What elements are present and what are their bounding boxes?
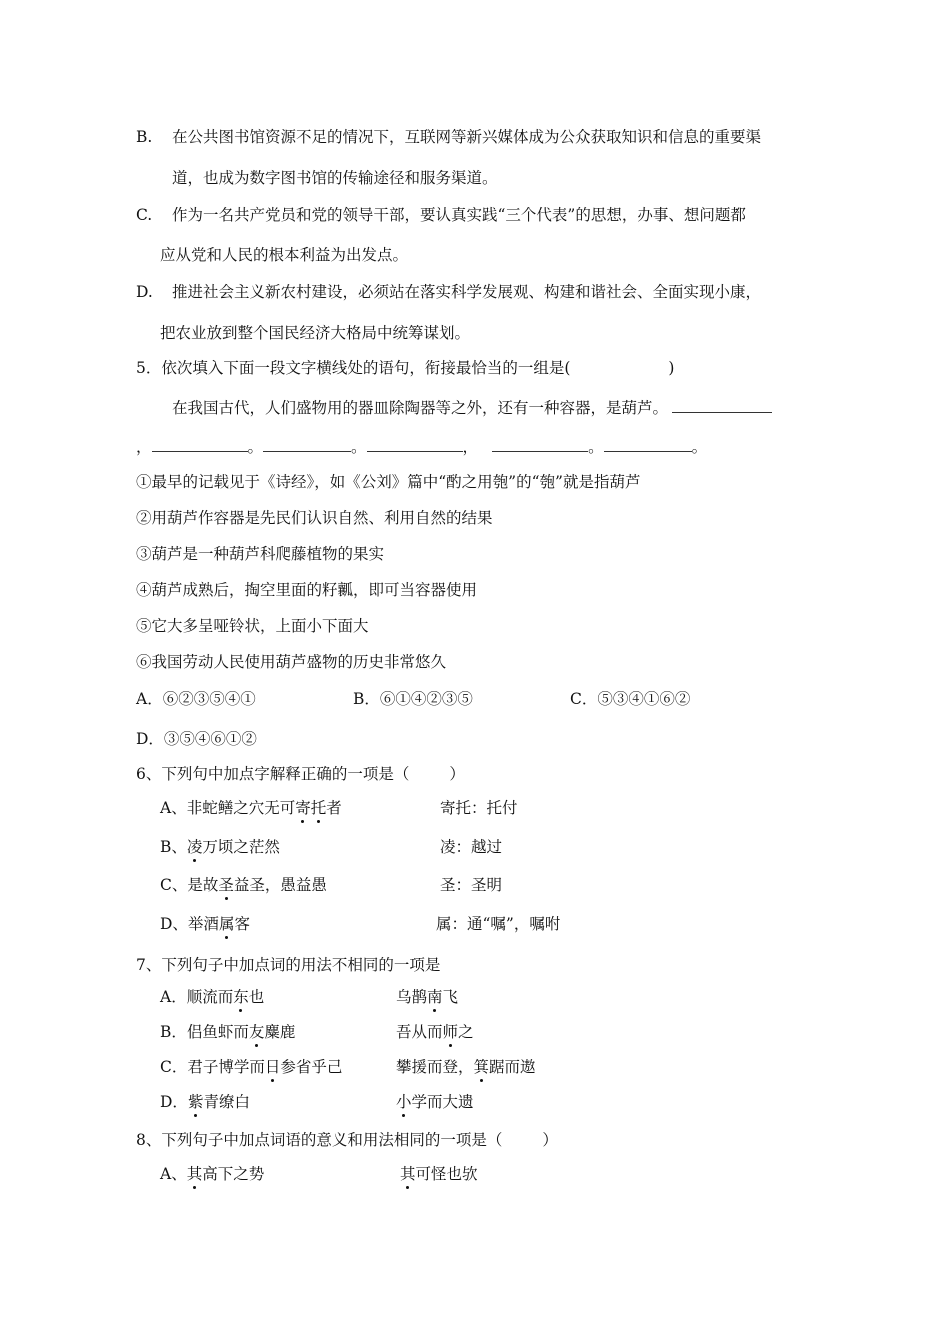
q7-b-text-post: 麋鹿 — [264, 1023, 296, 1041]
q7-c-dotted: 日 — [264, 1058, 281, 1076]
q5-option-d: D．③⑤④⑥①② — [136, 730, 257, 748]
q4-option-d-line2: 把农业放到整个国民经济大格局中统筹谋划。 — [160, 324, 471, 342]
q5-punct-4: ， — [462, 438, 479, 456]
q5-blank-4[interactable] — [367, 437, 463, 452]
q4-option-d-line1: 推进社会主义新农村建设，必须站在落实科学发展观、构建和谐社会、全面实现小康， — [172, 283, 762, 301]
q8-a-text-post: 高下之势 — [202, 1165, 265, 1183]
q5-option-b: B．⑥①④②③⑤ — [353, 690, 473, 708]
q6-d-dotted: 属 — [218, 915, 235, 933]
q4-option-c-line2: 应从党和人民的根本利益为出发点。 — [160, 246, 409, 264]
q7-d-text-post: 青缭白 — [203, 1093, 250, 1111]
q5-stem-close: ) — [668, 359, 675, 377]
q6-b-explanation: 凌：越过 — [440, 838, 503, 856]
q7-a-right-dotted: 南 — [427, 988, 443, 1006]
q8-a-right — [400, 1163, 478, 1185]
q8-a-right-post: 可怪也欤 — [415, 1165, 478, 1183]
q5-option-c: C．⑤③④①⑥② — [570, 690, 691, 708]
q8-stem — [136, 1129, 558, 1151]
q6-c-text: C、是故 — [160, 876, 219, 894]
q5-stem-text: 5．依次填入下面一段文字横线处的语句，衔接最恰当的一组是( — [136, 359, 571, 377]
q7-b-right — [396, 1021, 474, 1043]
q5-passage-text: 在我国古代，人们盛物用的器皿除陶器等之外，还有一种容器，是葫芦。 — [172, 399, 669, 417]
q6-c-text-post: 益圣，愚益愚 — [233, 876, 327, 894]
q6-option-c — [160, 874, 327, 896]
q6-c-dotted: 圣 — [218, 876, 234, 894]
q5-item-2: ②用葫芦作容器是先民们认识自然、利用自然的结果 — [136, 509, 493, 527]
q4-option-c-label: C. — [136, 206, 153, 224]
q7-b-dotted: 友 — [248, 1023, 265, 1041]
q8-stem-close: ） — [542, 1131, 558, 1149]
q7-option-a — [160, 986, 264, 1008]
q4-option-c-line1: 作为一名共产党员和党的领导干部，要认真实践“三个代表”的思想，办事、想问题都 — [172, 206, 746, 224]
q6-d-text-post: 客 — [234, 915, 250, 933]
q5-blank-1[interactable] — [672, 398, 772, 413]
q5-blanks-line — [136, 436, 707, 458]
q8-option-a — [160, 1163, 264, 1185]
q8-a-text: A、 — [160, 1165, 187, 1183]
q8-a-right-dotted: 其 — [400, 1165, 416, 1183]
q7-stem: 7、下列句子中加点词的用法不相同的一项是 — [136, 956, 441, 974]
q6-d-text: D、举酒 — [160, 915, 219, 933]
q5-punct-6: 。 — [691, 438, 708, 456]
q7-b-right-post: 之 — [458, 1023, 474, 1041]
q5-blank-6[interactable] — [604, 437, 692, 452]
q5-blank-5[interactable] — [492, 437, 588, 452]
q4-option-b-line2: 道，也成为数字图书馆的传输途径和服务渠道。 — [172, 169, 498, 187]
q6-stem-close: ） — [449, 765, 465, 783]
q6-b-dotted: 凌 — [186, 838, 203, 856]
q7-option-b — [160, 1021, 295, 1043]
q7-c-text-post: 参省乎己 — [280, 1058, 343, 1076]
q6-c-explanation: 圣：圣明 — [440, 876, 503, 894]
q6-a-text: A、非蛇鳝之穴无可 — [160, 799, 296, 817]
q5-item-1: ①最早的记载见于《诗经》，如《公刘》篇中“酌之用匏”的“匏”就是指葫芦 — [136, 473, 641, 491]
q7-c-right-text: 攀援而登， — [396, 1058, 474, 1076]
q8-a-dotted: 其 — [186, 1165, 203, 1183]
q7-a-right-post: 飞 — [442, 988, 459, 1006]
q5-passage — [172, 397, 772, 419]
q7-a-right-text: 乌鹊 — [396, 988, 428, 1006]
q5-punct-1: ， — [136, 438, 152, 456]
q6-a-text-post: 者 — [326, 799, 342, 817]
q6-option-a — [160, 797, 342, 819]
q5-punct-3: 。 — [351, 438, 367, 456]
q6-d-explanation: 属：通“嘱”，嘱咐 — [436, 915, 561, 933]
q5-stem — [136, 357, 674, 379]
q7-d-dotted: 紫 — [187, 1093, 204, 1111]
q7-a-text-post: 也 — [248, 988, 265, 1006]
q5-item-3: ③葫芦是一种葫芦科爬藤植物的果实 — [136, 545, 385, 563]
q7-d-right — [396, 1091, 474, 1113]
q6-option-d — [160, 913, 250, 935]
q6-a-dotted-2: 托 — [310, 799, 327, 817]
q6-stem — [136, 763, 465, 785]
q7-option-c — [160, 1056, 342, 1078]
q6-a-explanation: 寄托：托付 — [440, 799, 518, 817]
q5-option-a: A．⑥②③⑤④① — [136, 690, 256, 708]
q5-punct-5: 。 — [588, 438, 604, 456]
q4-option-d-label: D. — [136, 283, 153, 301]
q7-d-right-post: 学而大遗 — [411, 1093, 474, 1111]
q7-c-right-post: 踞而遨 — [489, 1058, 536, 1076]
q5-blank-2[interactable] — [152, 437, 248, 452]
q7-a-text: A．顺流而 — [160, 988, 234, 1006]
q7-c-right-dotted: 箕 — [473, 1058, 490, 1076]
q4-option-b-line1: 在公共图书馆资源不足的情况下，互联网等新兴媒体成为公众获取知识和信息的重要渠 — [172, 128, 762, 146]
q5-item-5: ⑤它大多呈哑铃状，上面小下面大 — [136, 617, 369, 635]
q5-item-6: ⑥我国劳动人民使用葫芦盛物的历史非常悠久 — [136, 653, 447, 671]
q6-b-text-post: 万顷之茫然 — [202, 838, 280, 856]
q7-b-right-text: 吾从而 — [396, 1023, 443, 1041]
q7-b-right-dotted: 师 — [442, 1023, 459, 1041]
q7-c-right — [396, 1056, 536, 1078]
q7-a-dotted: 东 — [233, 988, 249, 1006]
q7-d-text: D． — [160, 1093, 188, 1111]
q5-punct-2: 。 — [247, 438, 264, 456]
q5-item-4: ④葫芦成熟后，掏空里面的籽瓤，即可当容器使用 — [136, 581, 478, 599]
q6-a-dotted-1: 寄 — [295, 799, 311, 817]
q7-b-text: B．侣鱼虾而 — [160, 1023, 249, 1041]
q6-option-b — [160, 836, 280, 858]
q8-stem-text: 8、下列句子中加点词语的意义和用法相同的一项是（ — [136, 1131, 503, 1149]
q7-c-text: C．君子博学而 — [160, 1058, 265, 1076]
q6-stem-text: 6、下列句中加点字解释正确的一项是（ — [136, 765, 410, 783]
q7-d-right-dotted: 小 — [396, 1093, 412, 1111]
q7-a-right — [396, 986, 458, 1008]
q5-blank-3[interactable] — [263, 437, 351, 452]
q6-b-text: B、 — [160, 838, 187, 856]
q4-option-b-label: B. — [136, 128, 153, 146]
q7-option-d — [160, 1091, 250, 1113]
